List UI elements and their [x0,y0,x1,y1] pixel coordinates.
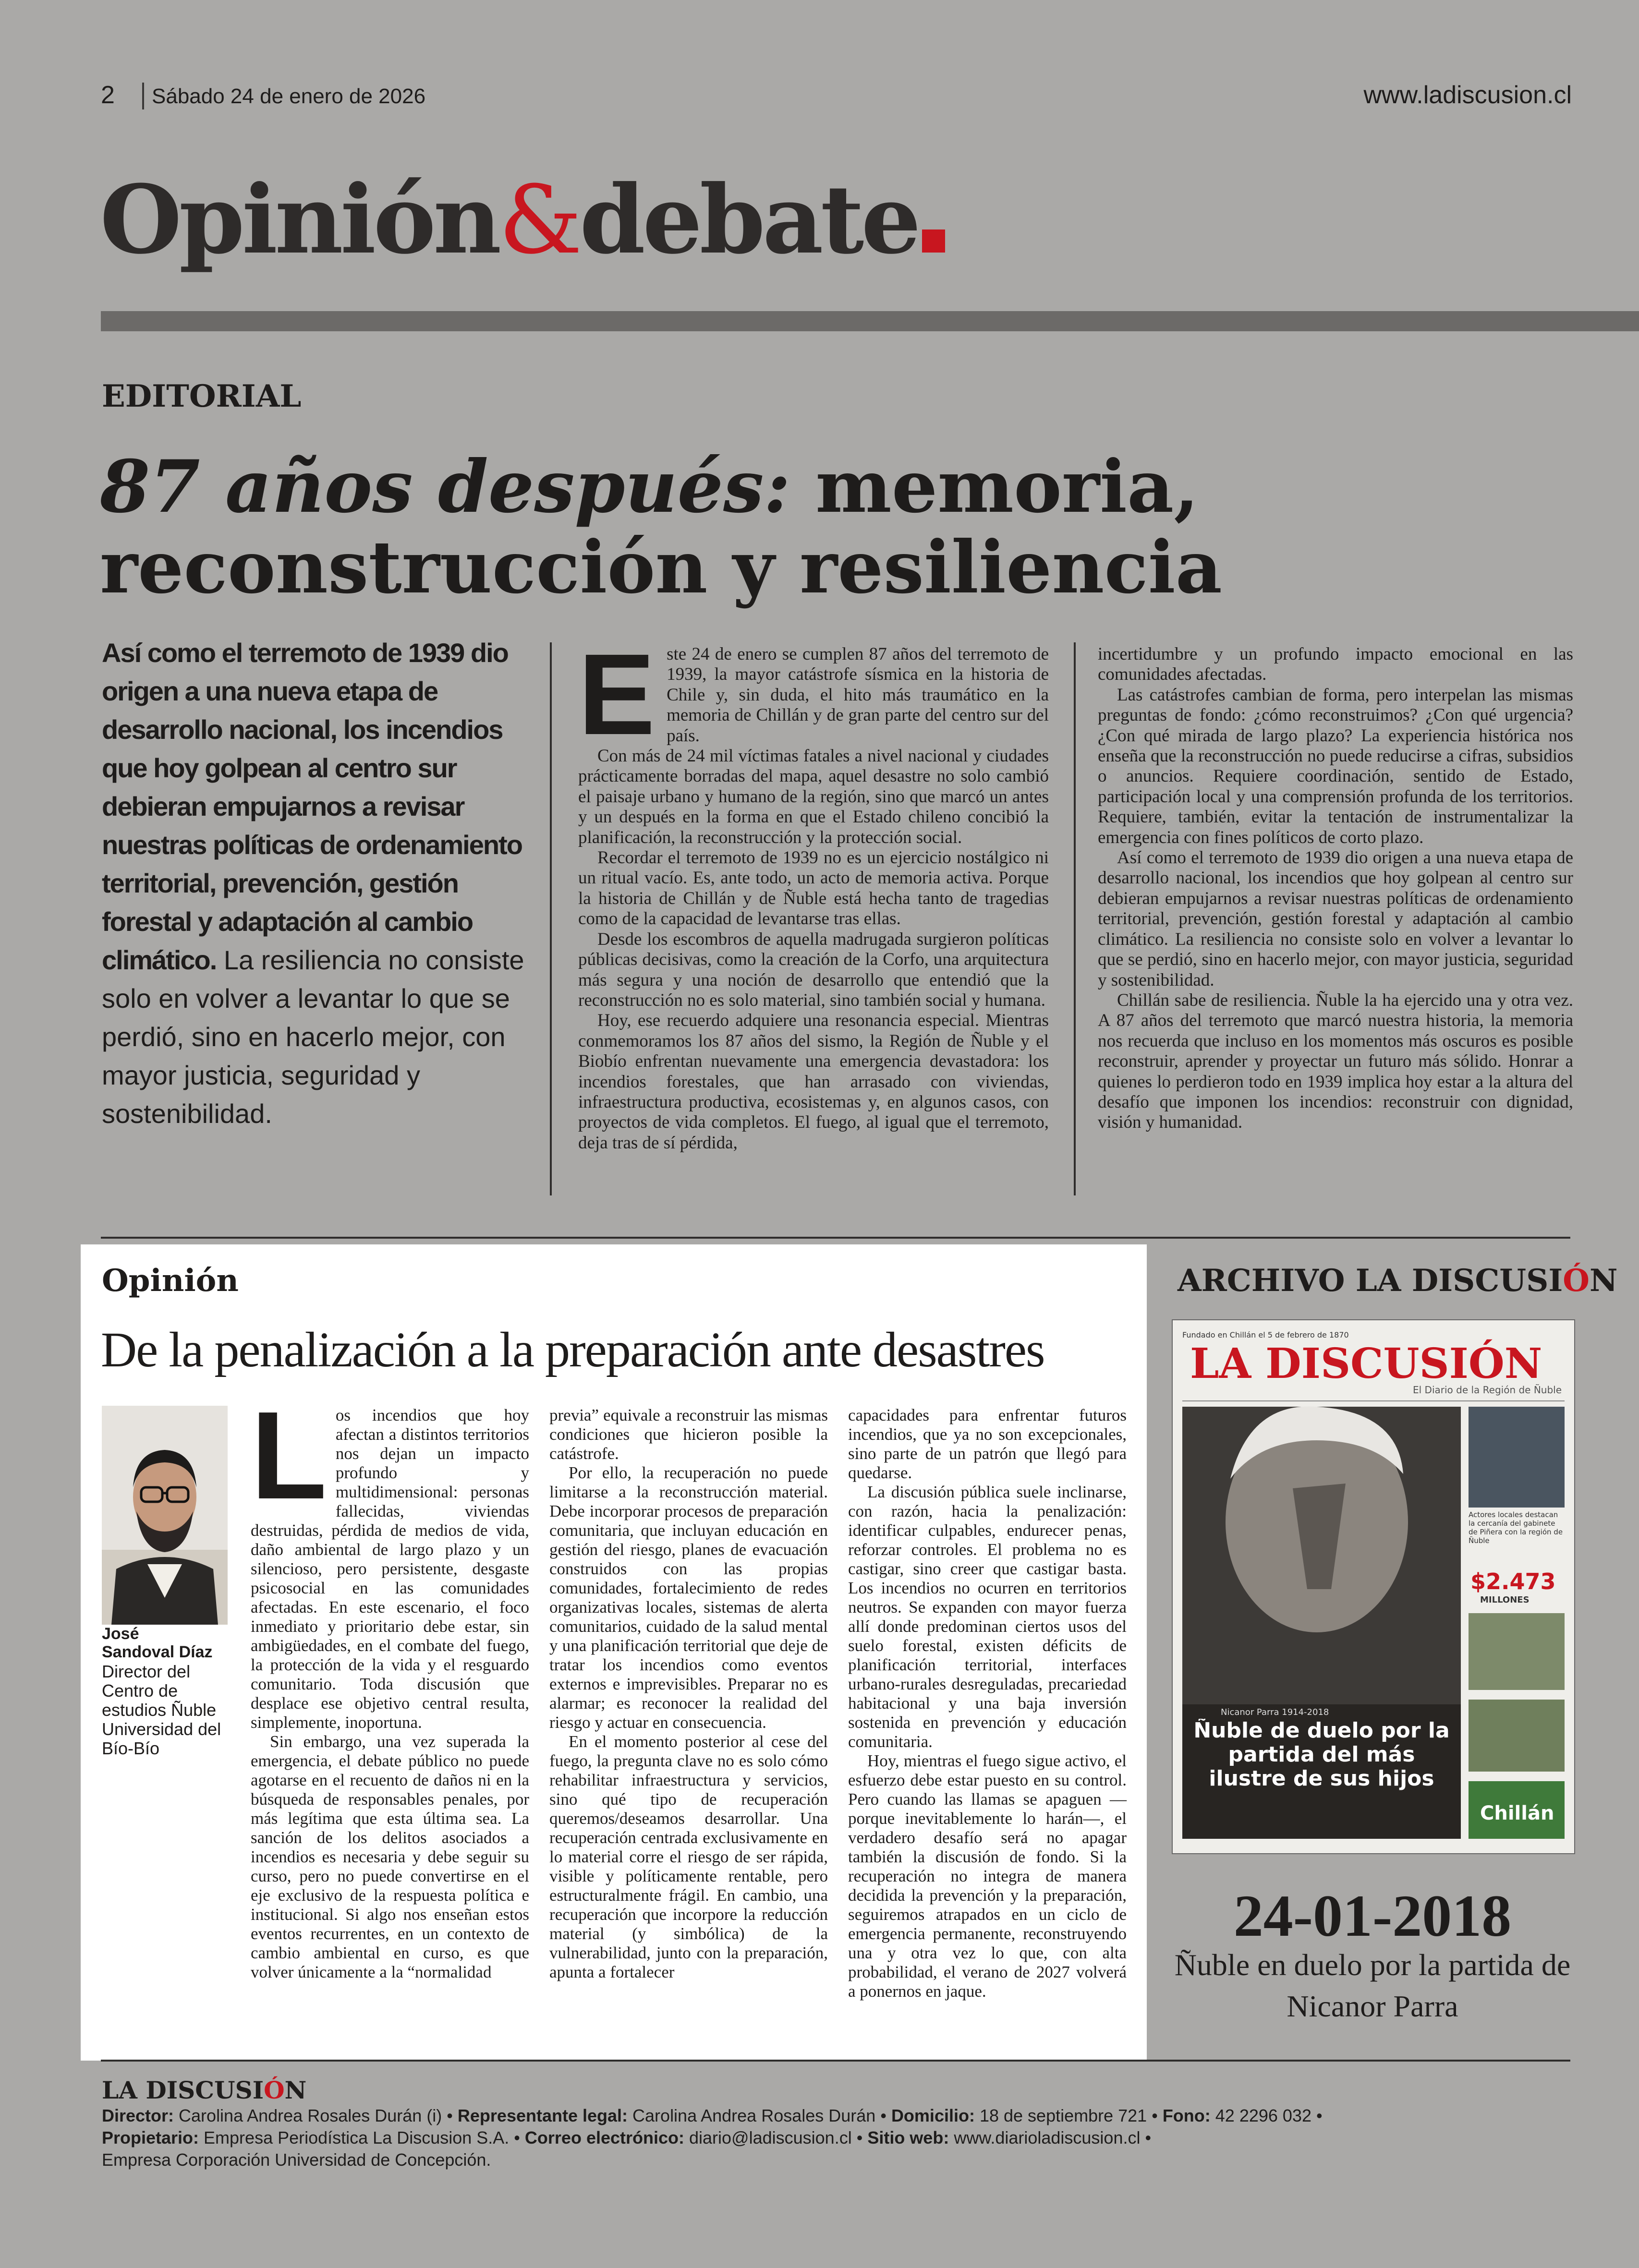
section-divider [101,1237,1570,1239]
thumb-founded: Fundado en Chillán el 5 de febrero de 1870 [1182,1330,1349,1339]
footer-logo-main: LA DISCUSI [102,2076,264,2104]
thumb-side-logo: Chillán [1480,1802,1554,1824]
editorial-lead-bold: Así como el terremoto de 1939 dio origen a una nueva etapa de desarrollo nacional, los incendios que hoy golpean al centro sur debieran empujarnos a revisar nuestras políticas de ordenamiento territorial, prevención, gestión forestal y adaptación al cambio climático. [102,638,522,975]
opinion-kicker: Opinión [102,1263,239,1299]
footer-label: Director: [102,2106,174,2125]
editorial-headline-rest: memoria, reconstrucción y resiliencia [100,445,1222,610]
editorial-paragraph: Recordar el terremoto de 1939 no es un ejercicio nostálgico ni un ritual vacío. Es, ante todo, un acto de memoria activa. Porque la historia de Chillán y de Ñuble está hecha tanto de tragedias como de la capacidad de levantarse tras ellas. [578,848,1049,929]
footer-rule [101,2060,1570,2062]
opinion-paragraph: Por ello, la recuperación no puede limitarse a la reconstrucción material. Debe incorporar procesos de preparación comunitaria, que incluyan educación en gestión del riesgo, planes de evacuación construidos con las propias comunidades, fortalecimiento de redes organizativas locales, sistemas de alerta comunitarios, cuidado de la salud mental y una planificación territorial que deje de tratar los incendios como eventos externos e imprevisibles. Preparar no es alarmar; es reconocer la realidad del riesgo y actuar en consecuencia. [549,1463,828,1732]
footer-value: 42 2296 032 • [1210,2106,1323,2125]
opinion-headline: De la penalización a la preparación ante desastres [101,1322,1044,1377]
editorial-lead-regular: La resiliencia no consiste solo en volver a levantar lo que se perdió, sino en hacerlo mejor, con mayor justicia, seguridad y sostenibilidad. [102,945,524,1129]
section-title [100,165,945,275]
section-title-part2: debate [579,165,918,275]
archive-caption: Ñuble en duelo por la partida de Nicanor Parra [1174,1948,1571,2023]
archive-title-main: ARCHIVO LA DISCUSI [1178,1263,1563,1299]
author-name-line1: José [102,1625,139,1643]
section-title-ampersand: & [498,166,580,275]
thumb-side-millones: MILLONES [1480,1595,1530,1605]
author-name-line2: Sandoval Díaz [102,1643,213,1661]
opinion-paragraph: En el momento posterior al cese del fuego, la pregunta clave no es solo cómo rehabilitar infraestructura y servicios, sino qué tipo de recuperación queremos/deseamos desarrollar. Una recuperación centrada exclusivamente en lo material corre el riesgo de ser rápida, visible y políticamente rentable, pero estructuralmente frágil. En cambio, una recuperación que incorpore la reducción material (y simbólica) de la vulnerabilidad, junto con la preparación, apunta a fortalecer [549,1732,828,1981]
section-title-part1: Opinión [100,165,499,275]
page-number: 2 [101,81,115,109]
author-title: Director del Centro de estudios Ñuble Universidad del Bío-Bío [102,1662,221,1758]
editorial-paragraph: Desde los escombros de aquella madrugada surgieron políticas públicas decisivas, como la creación de la Corfo, una arquitectura más segura y una noción de desarrollo que entendió que la reconstrucción no es solo material, sino también social y humana. [578,929,1049,1010]
header-separator [142,83,144,109]
thumb-headline: Ñuble de duelo por la partida del más ilustre de sus hijos [1193,1719,1450,1791]
author-photo [102,1406,228,1625]
footer-label: Correo electrónico: [524,2128,684,2147]
red-square-mark [922,229,945,253]
column-rule [550,642,552,1195]
editorial-column-2 [1098,644,1573,1133]
footer-label: Fono: [1162,2106,1211,2125]
editorial-headline [100,446,1493,608]
footer-value: Empresa Periodística La Discusion S.A. • [199,2128,525,2147]
footer-value: Carolina Andrea Rosales Durán • [628,2106,891,2125]
footer-label: Propietario: [102,2128,199,2147]
footer-label: Representante legal: [457,2106,628,2125]
opinion-paragraph: Sin embargo, una vez superada la emergencia, el debate público no puede agotarse en el recuento de daños ni en la búsqueda de responsables penales, por más legítima que esta última sea. La sanción de los delitos asociados a incendios es necesaria y debe seguir su curso, pero no puede convertirse en el eje exclusivo de la respuesta política e institucional. Si algo nos enseñan estos eventos recurrentes, en un contexto de cambio ambiental en curso, es que volver únicamente a la “normalidad [251,1732,529,1981]
footer-credits-line-1 [102,2106,1323,2126]
footer-credits-line-2 [102,2128,1151,2148]
author-portrait-image [102,1406,228,1625]
archive-date: 24-01-2018 [1233,1883,1512,1949]
column-rule [1074,642,1076,1195]
editorial-column-1 [578,630,1049,1153]
opinion-drop-cap: L [251,1386,327,1525]
opinion-column-1 [251,1386,529,1982]
footer-email[interactable]: diario@ladiscusion.cl • [684,2128,868,2147]
opinion-paragraph: os incendios que hoy afectan a distintos territorios nos dejan un impacto profundo y multidimensional: personas fallecidas, viviendas destruidas, pérdida de medios de vida, daño ambiental de largo plazo y un silencioso, pero persistente, desgaste psicosocial en las comunidades afectadas. En este escenario, el foco inmediato y prioritario debe estar, sin ambigüedades, en el combate del fuego, la protección de la vida y el resguardo comunitario. Toda discusión que desplace ese objetivo central resulta, simplemente, inoportuna. [251,1406,529,1732]
opinion-paragraph: Hoy, mientras el fuego sigue activo, el esfuerzo debe estar puesto en su control. Pero cuando las llamas se apaguen —porque inevitablemente lo harán—, el verdadero desafío será no apagar también la discusión de fondo. Si la recuperación no integra de manera decidida la prevención y la preparación, seguiremos atrapados en un ciclo de emergencia permanente, reconstruyendo una y otra vez lo que, con alta probabilidad, el verano de 2027 volverá a ponernos en jaque. [848,1751,1127,2001]
footer-label: Sitio web: [867,2128,949,2147]
author-name [102,1625,213,1661]
archive-front-page-image [1173,1320,1574,1853]
footer-logo [102,2076,306,2104]
editorial-paragraph: Así como el terremoto de 1939 dio origen a una nueva etapa de desarrollo nacional, los incendios que hoy golpean al centro sur debieran empujarnos a revisar nuestras políticas de ordenamiento territorial, prevención, gestión forestal y adaptación al cambio climático. La resiliencia no consiste solo en volver a levantar lo que se perdió, sino en hacerlo mejor, con mayor justicia, seguridad y sostenibilidad. [1098,848,1573,990]
editorial-headline-italic: 87 años después: [100,445,790,529]
opinion-paragraph: capacidades para enfrentar futuros incendios, que ya no son excepcionales, sino parte de un patrón que llegó para quedarse. [848,1406,1127,1482]
editorial-paragraph: incertidumbre y un profundo impacto emocional en las comunidades afectadas. [1098,644,1573,685]
footer-credits-line-3: Empresa Corporación Universidad de Concepción. [102,2150,491,2170]
editorial-kicker: EDITORIAL [102,378,302,414]
footer-website[interactable]: www.diarioladiscusion.cl • [949,2128,1152,2147]
editorial-lead [102,634,524,1133]
footer-label: Domicilio: [891,2106,975,2125]
page-date: Sábado 24 de enero de 2026 [152,84,426,108]
thumb-side-amount: $2.473 [1470,1568,1556,1594]
editorial-paragraph: Chillán sabe de resiliencia. Ñuble la ha ejercido una y otra vez. A 87 años del terremoto que marcó nuestra historia, la memoria nos recuerda que incluso en los momentos más oscuros es posible reconstruir, aprender y proyectar un futuro más sólido. Honrar a quienes lo perdieron todo en 1939 implica hoy estar a la altura del desafío que imponen los incendios: reconstruir con dignidad, visión y humanidad. [1098,990,1573,1133]
archive-title-end: N [1590,1263,1618,1299]
archive-front-page-thumbnail[interactable] [1172,1319,1575,1854]
editorial-paragraph: Las catástrofes cambian de forma, pero interpelan las mismas preguntas de fondo: ¿cómo reconstruimos? ¿Con qué urgencia? ¿Con qué mirada de largo plazo? La experiencia histórica nos enseña que la reconstrucción no puede reducirse a cifras, subsidios o anuncios. Requiere coordinación, sentido de Estado, participación local y una comprensión profunda de los territorios. Requiere, también, evitar la tentación de instrumentalizar la emergencia con fines políticos de corto plazo. [1098,685,1573,847]
thumb-masthead: LA DISCUSIÓN [1190,1339,1542,1388]
thumb-subtitle: El Diario de la Región de Ñuble [1413,1384,1562,1396]
section-rule [101,311,1639,331]
footer-value: 18 de septiembre 721 • [974,2106,1163,2125]
archive-title-accent: Ó [1563,1263,1590,1299]
footer-logo-end: N [284,2076,307,2104]
thumb-name-line: Nicanor Parra 1914-2018 [1221,1707,1329,1717]
website-link[interactable]: www.ladiscusion.cl [1363,81,1572,109]
editorial-paragraph: ste 24 de enero se cumplen 87 años del terremoto de 1939, la mayor catástrofe sísmica en la historia de Chile y, sin duda, el hito más traumático en la memoria de Chillán y de gran parte del centro sur del país. [667,644,1049,746]
footer-logo-accent: Ó [264,2076,285,2104]
footer-value: Carolina Andrea Rosales Durán (i) • [174,2106,458,2125]
editorial-paragraph: Con más de 24 mil víctimas fatales a nivel nacional y ciudades prácticamente borradas del mapa, aquel desastre no solo cambió el paisaje urbano y humano de la región, sino que marcó un antes y un después en la forma en que el Estado chileno concibió la planificación, la reconstrucción y la protección social. [578,746,1049,847]
editorial-paragraph: Hoy, ese recuerdo adquiere una resonancia especial. Mientras conmemoramos los 87 años del sismo, la Región de Ñuble y el Biobío enfrentan nuevamente una emergencia devastadora: los incendios forestales, que han arrasado con viviendas, infraestructura productiva, ecosistemas y, en algunos casos, con proyectos de vida completos. El fuego, al igual que el terremoto, deja tras de sí pérdida, [578,1011,1049,1153]
opinion-column-2 [549,1406,828,1982]
thumb-side-text: Actores locales destacan la cercanía del gabinete de Piñera con la región de Ñuble [1469,1510,1563,1545]
opinion-paragraph: La discusión pública suele inclinarse, con razón, hacia la penalización: identificar culpables, endurecer penas, reforzar controles. El problema no es castigar, sino creer que castigar basta. Los incendios no ocurren en territorios neutros. Se expanden con mayor fuerza allí donde predominan ciertos usos del suelo forestal, existen déficits de planificación territorial, interfaces urbano-rurales desreguladas, precariedad habitacional y una baja inversión sostenida en prevención y educación comunitaria. [848,1483,1127,1751]
archive-title [1178,1263,1618,1299]
editorial-drop-cap: E [578,630,656,759]
opinion-column-3 [848,1406,1127,2001]
opinion-paragraph: previa” equivale a reconstruir las mismas condiciones que hicieron posible la catástrofe. [549,1406,828,1463]
